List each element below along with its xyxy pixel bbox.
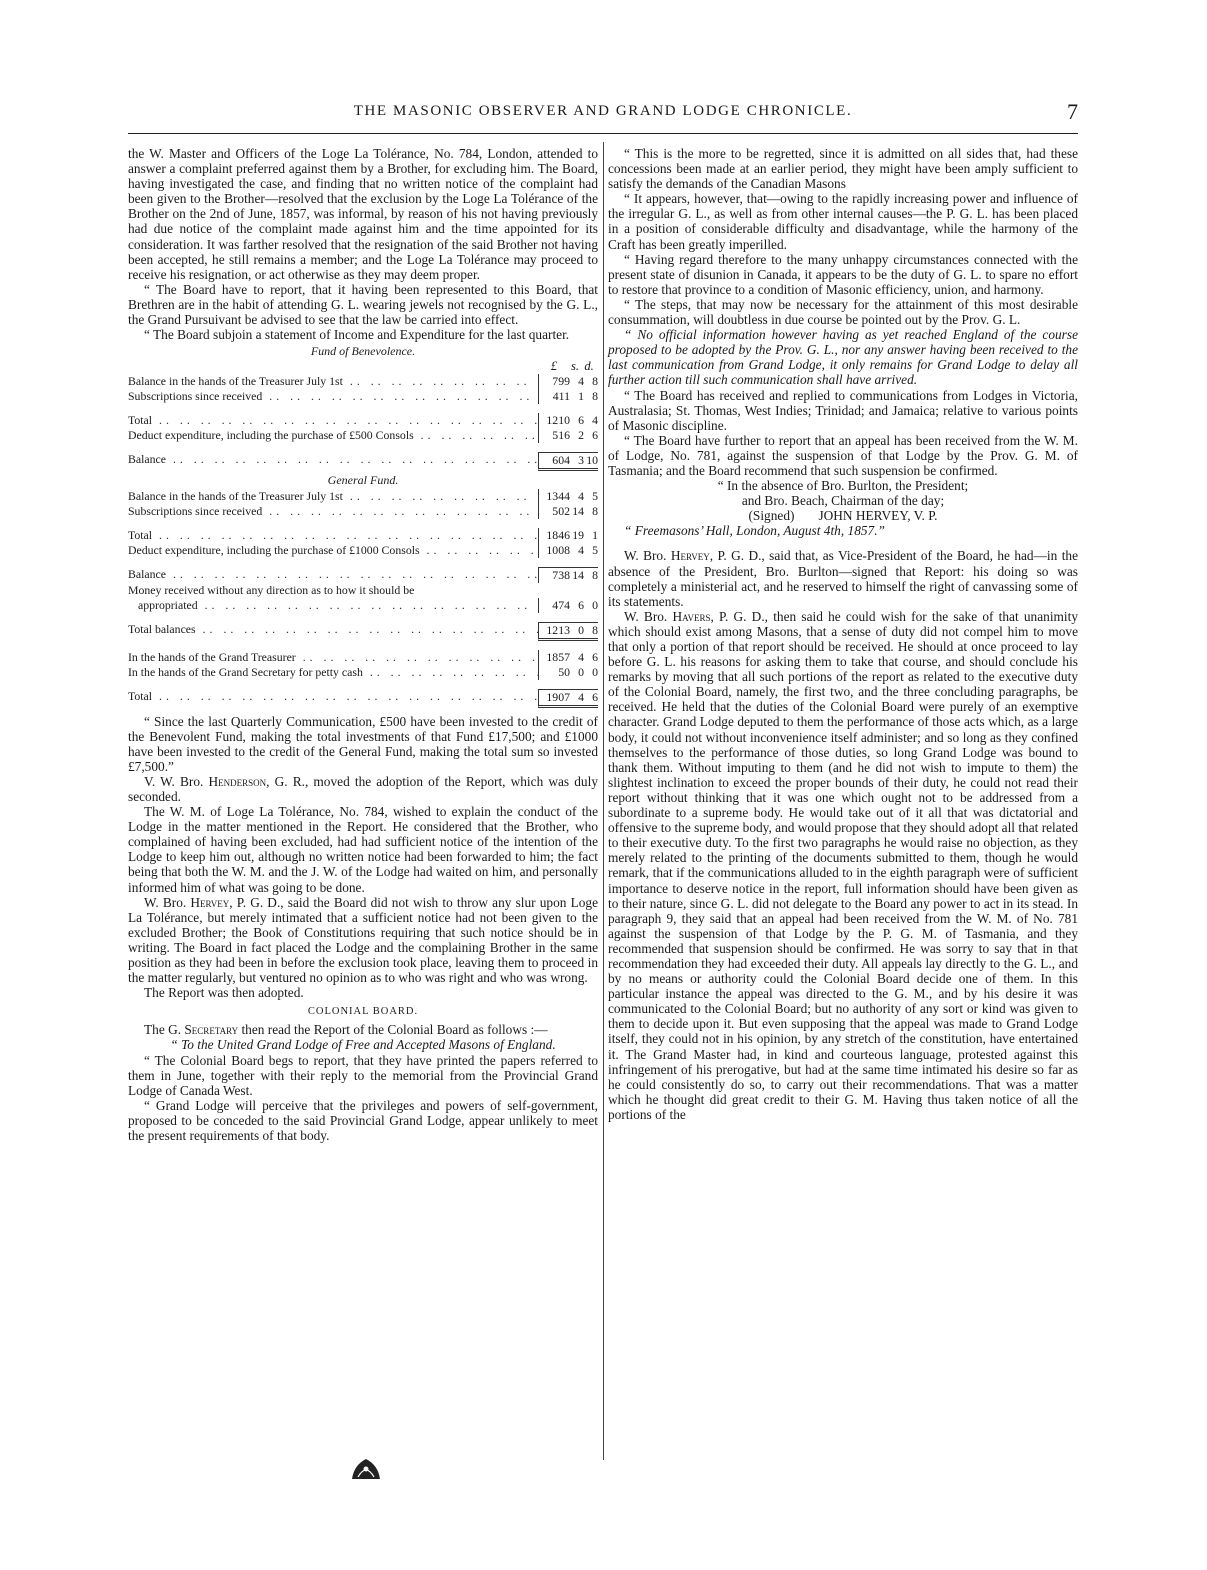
account-row bbox=[128, 598, 598, 613]
shillings-head: s. bbox=[571, 359, 579, 374]
paragraph: W. Bro. Havers, P. G. D., then said he could wish for the sake of that unanimity which should exist among Masons, that a sense of duty did not compel him to move that only a portion of that report should be received. He should at once proceed to lay before G. L. his reasons for asking them to take that course, and should conclude his remarks by moving that all such portions of the report as related to the executive duty of the Colonial Board, namely, the first two, and the three concluding paragraphs, be received. He held that the duties of the Colonial Board were purely of an exemptive character. Grand Lodge deputed to them the performance of those acts which, as a large body, it could not without inconvenience itself administer; and so long as they confined themselves to the performance of those duties, so long Grand Lodge was bound to thank them. Without imputing to them (and he did not wish to impute to them) the slightest inclination to exceed the proper bounds of their duty, he could not read their report without thinking that it was one which ought not to be addressed from a subordinate to a supreme body. He would take out of it all that was dictatorial and offensive to the supreme body, and would propose that they should adopt all that related to their executive duty. To the first two paragraphs he would raise no objection, as they merely related to the printing of the documents submitted to them, though he would remark, that if the communications alluded to in the eighth paragraph were of sufficient importance to deserve notice in the report, full information should have been given as to their nature, since G. L. did not delegate to the Board any power to act in its stead. In paragraph 9, they said that an appeal had been received from the W. M. of No. 781 against the suspension of that Lodge by the P. G. M. of Tasmania, and they recommended that suspension should be confirmed. He was sorry to say that in that recommendation they had exceeded their duty. All appeals lay directly to the G. L., and by no means or authority could the Colonial Board decide one of them. In this particular instance the appeal was directed to the G. M., and by his desire it was communicated to the Colonial Board; but no authority of any sort or kind was given to them to decide upon it. But even supposing that the appeal was made to Grand Lodge itself, they could not in his opinion, by any stretch of the constitution, have entertained it. The Grand Master had, in kind and courteous language, protested against this infringement of his prerogative, but had at the same time intimated his desire so far as he could consistently do so, to carry out their recommendations. That was a matter which he thought did great credit to their G. M. Having thus taken notice of all the portions of the bbox=[608, 608, 1078, 1122]
amount-shillings: 0 bbox=[578, 622, 584, 637]
amount-pounds: 1857 bbox=[546, 649, 570, 664]
amount-pounds: 1008 bbox=[546, 542, 570, 557]
amount-pence: 5 bbox=[592, 488, 598, 503]
amount-pence: 0 bbox=[592, 664, 598, 679]
column-divider bbox=[603, 142, 604, 1460]
amount-shillings: 0 bbox=[578, 664, 584, 679]
account-row bbox=[128, 689, 598, 708]
paragraph: “ The Board subjoin a statement of Income and Expenditure for the last quarter. bbox=[144, 327, 570, 343]
amount-pence: 8 bbox=[592, 622, 598, 637]
paragraph: The W. M. of Loge La Tolérance, No. 784, wished to explain the conduct of the Lodge in the matter mentioned in the Report. He considered that the Brother, who complained of having been excluded, had had sufficient notice of the intention of the Lodge to keep him out, although no written notice had been forwarded to him; the fact being that both the W. M. and the J. W. of the Lodge had waited on him, and personally informed him of what was going to be done. bbox=[128, 804, 598, 895]
paragraph: The Report was then adopted. bbox=[144, 985, 304, 1001]
account-row bbox=[128, 452, 598, 471]
account-row bbox=[128, 543, 598, 558]
amount-shillings: 4 bbox=[578, 649, 584, 664]
pounds-head: £ bbox=[550, 359, 558, 374]
signature-line: and Bro. Beach, Chairman of the day; bbox=[741, 493, 945, 509]
dateline: “ Freemasons’ Hall, London, August 4th, 1857.” bbox=[624, 523, 885, 539]
account-row bbox=[128, 504, 598, 519]
fund-heading: Fund of Benevolence. bbox=[310, 344, 416, 359]
amount-pence: 4 bbox=[592, 413, 598, 428]
account-label: Total .. .. bbox=[128, 413, 538, 428]
account-label: Deduct expenditure, including the purchase of £1000 Consols .. .. bbox=[128, 543, 538, 558]
signature-line: “ In the absence of Bro. Burlton, the President; bbox=[717, 478, 969, 494]
speaker-name: Hervey bbox=[670, 548, 710, 564]
account-label: In the hands of the Grand Secretary for petty cash .. .. bbox=[128, 665, 538, 680]
account-label: Balance .. .. bbox=[128, 452, 538, 471]
amount-shillings: 14 bbox=[572, 567, 584, 582]
paragraph: W. Bro. Hervey, P. G. D., said that, as Vice-President of the Board, he had—in the absence of the President, Bro. Burlton—signed that Report: his doing so was completely a ministerial act, and he reserved to himself the right of canvassing some of its statements. bbox=[608, 548, 1078, 609]
paragraph: “ The steps, that may now be necessary for the attainment of this most desirable consummation, will doubtless in due course be pointed out by the Prov. G. L. bbox=[608, 296, 1078, 328]
amount-pounds: 738 bbox=[552, 567, 570, 582]
paragraph: “ Having regard therefore to the many unhappy circumstances connected with the present state of disunion in Canada, it appears to be the duty of G. L. to spare no effort to restore that province to a condition of Masonic efficiency, union, and harmony. bbox=[608, 251, 1078, 297]
signatory: JOHN HERVEY, V. P. bbox=[818, 508, 938, 524]
amount-pence: 10 bbox=[586, 453, 598, 468]
amount-shillings: 6 bbox=[578, 597, 584, 612]
amount-pounds: 411 bbox=[552, 389, 570, 404]
amount-pounds: 1210 bbox=[546, 413, 570, 428]
amount-shillings: 6 bbox=[578, 413, 584, 428]
account-label: Total .. .. bbox=[128, 689, 538, 708]
amount-pounds: 604 bbox=[552, 453, 570, 468]
address-heading: “ To the United Grand Lodge of Free and Accepted Masons of England. bbox=[170, 1037, 556, 1053]
amount-pence: 8 bbox=[592, 567, 598, 582]
left-column bbox=[128, 146, 598, 1143]
account-row bbox=[128, 374, 598, 389]
amount-pounds: 1213 bbox=[546, 622, 570, 637]
amount-pounds: 799 bbox=[552, 374, 570, 389]
amount-pence: 1 bbox=[592, 527, 598, 542]
account-label: Deduct expenditure, including the purchase of £500 Consols .. .. bbox=[128, 428, 538, 443]
amount-shillings: 1 bbox=[578, 389, 584, 404]
amount-shillings: 4 bbox=[578, 542, 584, 557]
account-label: Total balances .. .. bbox=[128, 622, 538, 641]
section-heading: COLONIAL BOARD. bbox=[307, 1006, 419, 1018]
amount-shillings: 4 bbox=[578, 488, 584, 503]
amount-shillings: 19 bbox=[572, 527, 584, 542]
signed-label: (Signed) bbox=[748, 508, 795, 524]
paragraph: “ It appears, however, that—owing to the rapidly increasing power and influence of the irregular G. L., as well as from other internal causes—the P. G. L. has been placed in a position of considerable difficulty and disadvantage, while the harmony of the Craft has been greatly imperilled. bbox=[608, 191, 1078, 252]
account-label: Balance .. .. bbox=[128, 567, 538, 583]
account-label: Subscriptions since received .. .. bbox=[128, 504, 538, 519]
amount-pounds: 1846 bbox=[546, 527, 570, 542]
account-row bbox=[128, 413, 598, 428]
paragraph: “ The Board has received and replied to communications from Lodges in Victoria, Australasia; St. Thomas, West Indies; Trinidad; and Jamaica; relative to various points of Masonic discipline. bbox=[608, 387, 1078, 433]
paragraph: “ The Colonial Board begs to report, that they have printed the papers referred to them in June, together with their reply to the memorial from the Provincial Grand Lodge of Canada West. bbox=[128, 1052, 598, 1098]
amount-pounds: 1344 bbox=[546, 488, 570, 503]
paragraph: “ Grand Lodge will perceive that the privileges and powers of self-government, proposed to be conceded to the said Provincial Grand Lodge, appear unlikely to meet the present requirements of that body. bbox=[128, 1097, 598, 1144]
amount-shillings: 14 bbox=[572, 503, 584, 518]
amount-pounds: 516 bbox=[552, 428, 570, 443]
amount-pence: 8 bbox=[592, 374, 598, 389]
fund-heading: General Fund. bbox=[327, 473, 399, 488]
currency-heads bbox=[128, 359, 598, 374]
amount-pence: 6 bbox=[592, 689, 598, 704]
account-label: appropriated .. .. bbox=[138, 598, 538, 613]
amount-shillings: 4 bbox=[578, 689, 584, 704]
right-column bbox=[608, 146, 1078, 1122]
speaker-name: Havers bbox=[672, 608, 711, 624]
account-row bbox=[128, 650, 598, 665]
account-row bbox=[128, 428, 598, 443]
account-label: Balance in the hands of the Treasurer July 1st .. .. bbox=[128, 489, 538, 504]
speaker-name: Secretary bbox=[184, 1022, 239, 1038]
signature-line bbox=[608, 508, 1078, 523]
amount-pence: 5 bbox=[592, 542, 598, 557]
amount-pounds: 474 bbox=[552, 597, 570, 612]
amount-pence: 8 bbox=[592, 389, 598, 404]
paragraph: the W. Master and Officers of the Loge La Tolérance, No. 784, London, attended to answer a complaint preferred against them by a Brother, for excluding him. The Board, having investigated the case, and finding that no written notice of the complaint had been given to the Brother—resolved that the exclusion by the Loge La Tolérance of the Brother on the 2nd of June, 1857, was informal, by reason of his not having previously had due notice of the complaint made against him and the time appointed for its consideration. It was farther resolved that the resignation of the said Brother not having been accepted, he still remains a member; and the Loge La Tolérance may proceed to receive his resignation, or act otherwise as they may deem proper. bbox=[128, 146, 598, 282]
amount-shillings: 2 bbox=[578, 428, 584, 443]
paragraph: “ The Board have further to report that an appeal has been received from the W. M. of Lodge, No. 781, against the suspension of that Lodge by the Prov. G. M. of Tasmania; and the Board recommend that such suspension be confirmed. bbox=[608, 432, 1078, 478]
account-row bbox=[128, 389, 598, 404]
paragraph: “ Since the last Quarterly Communication, £500 have been invested to the credit of the Benevolent Fund, making the total investments of that Fund £17,500; and £1000 have been invested to the credit of the General Fund, making the total sum so invested £7,500.” bbox=[128, 713, 598, 774]
paragraph: “ This is the more to be regretted, since it is admitted on all sides that, had these concessions been made at an earlier period, they might have been amply sufficient to satisfy the demands of the Canadian Masons bbox=[608, 146, 1078, 192]
speaker-name: Henderson bbox=[208, 773, 267, 789]
account-row bbox=[128, 528, 598, 543]
account-label: Balance in the hands of the Treasurer July 1st .. .. bbox=[128, 374, 538, 389]
paragraph: W. Bro. Hervey, P. G. D., said the Board did not wish to throw any slur upon Loge La Tolérance, but merely intimated that a sufficient notice had not been given to the excluded Brother; the Book of Constitutions requiring that such notice should be in writing. The Board in fact placed the Lodge and the complaining Brother in the same position as they had been in before the exclusion took place, leaving them to proceed in the matter regularly, but ventured no opinion as to who was right and who was wrong. bbox=[128, 894, 598, 986]
paragraph: The G. Secretary then read the Report of the Colonial Board as follows :— bbox=[144, 1022, 548, 1038]
paragraph: V. W. Bro. Henderson, G. R., moved the adoption of the Report, which was duly seconded. bbox=[128, 773, 598, 804]
account-row bbox=[128, 622, 598, 641]
account-row bbox=[128, 567, 598, 583]
amount-shillings: 4 bbox=[578, 374, 584, 389]
amount-pence: 8 bbox=[592, 503, 598, 518]
signature-block bbox=[608, 478, 1078, 538]
account-label: Money received without any direction as to how it should be bbox=[128, 582, 415, 597]
amount-pounds: 502 bbox=[552, 503, 570, 518]
amount-pence: 6 bbox=[592, 428, 598, 443]
amount-pounds: 1907 bbox=[546, 689, 570, 704]
account-label: Subscriptions since received .. .. bbox=[128, 389, 538, 404]
amount-pence: 6 bbox=[592, 649, 598, 664]
page-number: 7 bbox=[1067, 99, 1078, 124]
printer-ornament-icon bbox=[350, 1455, 382, 1481]
account-label: In the hands of the Grand Treasurer .. .. bbox=[128, 650, 538, 665]
account-row bbox=[128, 665, 598, 680]
paragraph: “ The Board have to report, that it having been represented to this Board, that Brethren are in the habit of attending G. L. wearing jewels not recognised by the G. L., the Grand Pursuivant be advised to see that the law be carried into effect. bbox=[128, 281, 598, 328]
running-title: THE MASONIC OBSERVER AND GRAND LODGE CHRONICLE. bbox=[353, 103, 853, 119]
page-header bbox=[128, 99, 1078, 129]
account-note bbox=[128, 583, 598, 598]
amount-shillings: 3 bbox=[578, 453, 584, 468]
paragraph: “ No official information however having as yet reached England of the course proposed to be adopted by the Prov. G. L., nor any answer having been received to the last communication from Grand Lodge, it only remains for Grand Lodge to delay all further action till such communication shall have arrived. bbox=[608, 327, 1078, 388]
account-label: Total .. .. bbox=[128, 528, 538, 543]
amount-pounds: 50 bbox=[558, 664, 570, 679]
amount-pence: 0 bbox=[592, 597, 598, 612]
header-rule bbox=[128, 133, 1078, 134]
pence-head: d. bbox=[584, 359, 594, 374]
account-row bbox=[128, 489, 598, 504]
speaker-name: Hervey bbox=[190, 894, 230, 910]
accounts-statement bbox=[128, 344, 598, 713]
